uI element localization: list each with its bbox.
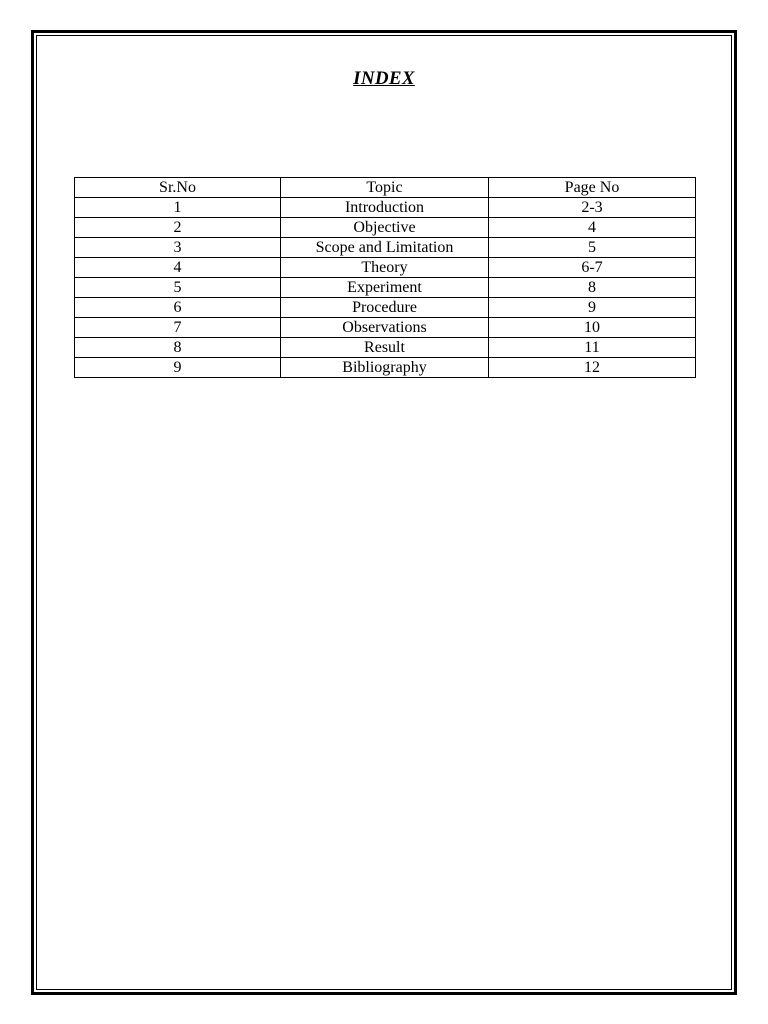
page-no-cell: 12 [489, 358, 696, 378]
topic-cell: Bibliography [281, 358, 489, 378]
sr-no-cell: 5 [75, 278, 281, 298]
topic-cell: Procedure [281, 298, 489, 318]
table-row [75, 278, 696, 298]
page-no-cell: 6-7 [489, 258, 696, 278]
sr-no-cell: 6 [75, 298, 281, 318]
table-row [75, 218, 696, 238]
page-no-cell: 11 [489, 338, 696, 358]
table-row [75, 298, 696, 318]
table-row [75, 318, 696, 338]
page-title: INDEX [353, 68, 415, 89]
sr-no-cell: 3 [75, 238, 281, 258]
page-no-cell: 9 [489, 298, 696, 318]
topic-cell: Scope and Limitation [281, 238, 489, 258]
page-no-cell: 2-3 [489, 198, 696, 218]
topic-cell: Introduction [281, 198, 489, 218]
table-row [75, 238, 696, 258]
table-header-row [75, 178, 696, 198]
sr-no-cell: 7 [75, 318, 281, 338]
table-row [75, 198, 696, 218]
column-header-page-no: Page No [489, 178, 696, 198]
page-no-cell: 4 [489, 218, 696, 238]
topic-cell: Theory [281, 258, 489, 278]
sr-no-cell: 2 [75, 218, 281, 238]
topic-cell: Observations [281, 318, 489, 338]
table-row [75, 338, 696, 358]
table-row [75, 358, 696, 378]
page-no-cell: 5 [489, 238, 696, 258]
topic-cell: Objective [281, 218, 489, 238]
topic-cell: Experiment [281, 278, 489, 298]
column-header-sr-no: Sr.No [75, 178, 281, 198]
column-header-topic: Topic [281, 178, 489, 198]
page-no-cell: 8 [489, 278, 696, 298]
sr-no-cell: 4 [75, 258, 281, 278]
topic-cell: Result [281, 338, 489, 358]
sr-no-cell: 8 [75, 338, 281, 358]
sr-no-cell: 1 [75, 198, 281, 218]
page-no-cell: 10 [489, 318, 696, 338]
sr-no-cell: 9 [75, 358, 281, 378]
index-table [74, 177, 696, 378]
table-row [75, 258, 696, 278]
